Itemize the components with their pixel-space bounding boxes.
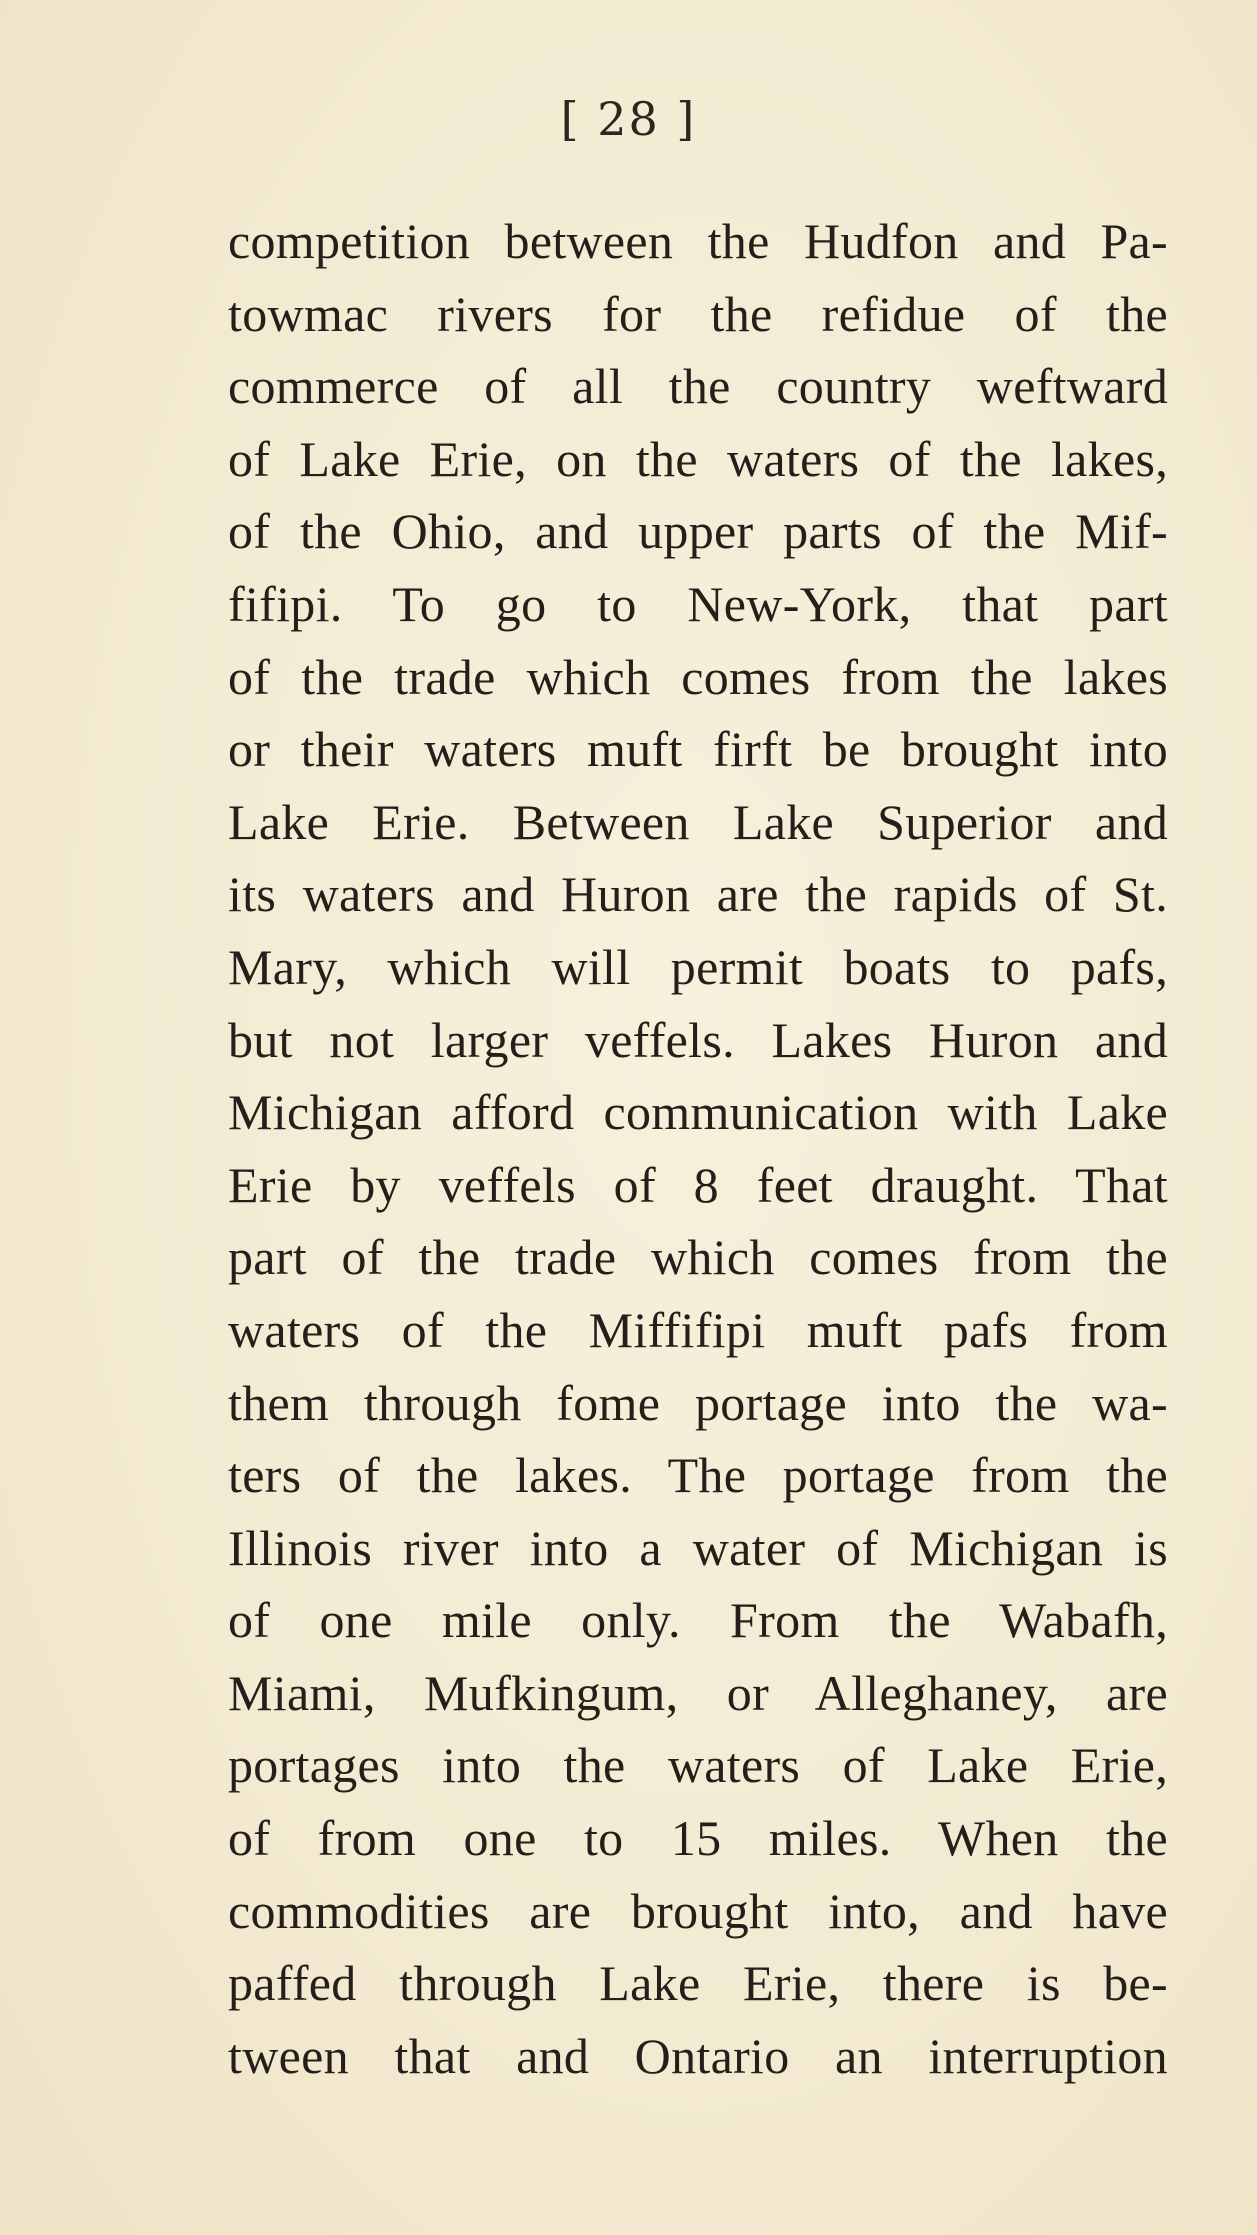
text-line: Lake Erie. Between Lake Superior and	[228, 793, 1168, 850]
text-line: Illinois river into a water of Michigan is	[228, 1519, 1168, 1576]
text-line: or their waters muft firft be brought into	[228, 721, 1168, 778]
text-line: Mary, which will permit boats to pafs,	[228, 938, 1168, 995]
text-line: paffed through Lake Erie, there is be-	[228, 1955, 1168, 2012]
page-number: [ 28 ]	[560, 92, 697, 146]
text-line: commerce of all the country weftward	[228, 358, 1168, 415]
text-line: but not larger veffels. Lakes Huron and	[228, 1011, 1168, 1068]
text-line: tween that and Ontario an interruption	[228, 2027, 1168, 2084]
text-line: towmac rivers for the refidue of the	[228, 285, 1168, 342]
text-line: waters of the Miffifipi muft pafs from	[228, 1301, 1168, 1358]
text-line: its waters and Huron are the rapids of St.	[228, 866, 1168, 923]
text-line: them through fome portage into the wa-	[228, 1374, 1168, 1431]
text-line: of one mile only. From the Wabafh,	[228, 1592, 1168, 1649]
text-line: Miami, Mufkingum, or Alleghaney, are	[228, 1664, 1168, 1721]
text-line: Michigan afford communication with Lake	[228, 1084, 1168, 1141]
body-text	[228, 205, 1168, 2092]
text-line: of the Ohio, and upper parts of the Mif-	[228, 503, 1168, 560]
text-line: of the trade which comes from the lakes	[228, 648, 1168, 705]
text-line: Erie by veffels of 8 feet draught. That	[228, 1156, 1168, 1213]
text-line: fifipi. To go to New-York, that part	[228, 575, 1168, 632]
text-line: competition between the Hudfon and Pa-	[228, 213, 1168, 269]
text-line: of from one to 15 miles. When the	[228, 1810, 1168, 1867]
text-line: of Lake Erie, on the waters of the lakes,	[228, 430, 1168, 487]
text-line: ters of the lakes. The portage from the	[228, 1447, 1168, 1504]
text-line: portages into the waters of Lake Erie,	[228, 1737, 1168, 1794]
text-line: commodities are brought into, and have	[228, 1882, 1168, 1939]
text-line: part of the trade which comes from the	[228, 1229, 1168, 1286]
